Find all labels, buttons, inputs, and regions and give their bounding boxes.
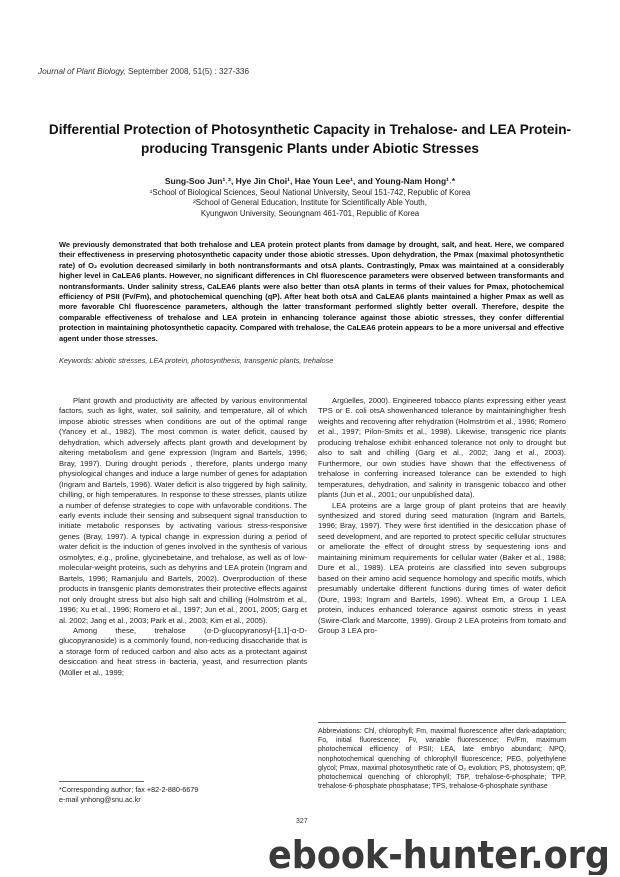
affiliation-3: Kyungwon University, Seoungnam 461-701, Republic of Korea (200, 208, 420, 218)
article-title: Differential Protection of Photosynthetic Capacity in Trehalose- and LEA Protein-producing Transgenic Plants under Abiotic Stresses (48, 122, 572, 156)
body-column-right (318, 396, 566, 636)
affiliation-2: ²School of General Education, Institute for Scientifically Able Youth, (193, 198, 427, 208)
body-paragraph: Among these, trehalose (α-D-glucopyranosyl-[1,1]-α-D-glucopyranoside) is a commonly found, non-reducing disaccharide that is a storage form of reduced carbon and also acts as a protectant against desiccation and heat stress in bacteria, yeast, and resurrection plants (Müller et al., 1999; (59, 625, 307, 677)
correspondence-footnote (59, 785, 307, 805)
body-paragraph: Plant growth and productivity are affected by various environmental factors, such as light, water, soil salinity, and temperature, all of which impose abiotic stresses when conditions are out of the optimal range (Yancey et al., 1982). The most common is water deficit, caused by dehydration, which adversely affects plant growth and development by altering metabolism and gene expression (Ingram and Bartels, 1996; Bray, 1997). During drought periods , therefore, plants undergo many physiological changes and induce a large number of genes for adaptation (Ingram and Bartels, 1996). Water deficit is also triggered by high salinity, chilling, or high temperatures. In response to these stresses, plants utilize a number of defense strategies to cope with unfavorable conditions. The early events include their sensing and subsequent signal transduction to initiate metabolic responses by activating various stress-responsive genes (Bray, 1997). A typical change in expression during a period of water deficit is the induction of genes involved in the synthesis of various osmolytes, e.g., proline, glycinebetaine, and trehalose, as well as of low-molecular-weight proteins, such as dehyrins and LEA protein (Ingram and Bartels, 1996; Ramanjulu and Bartels, 2002). Overproduction of these products in transgenic plants demonstrates their protective effects against not only drought stress but also high salt and chilling (Holmström et al., 1996; Xu et al., 1996; Romero et al., 1997; Jun et al., 2001, 2005; Garg et al. 2002; Jang et al., 2003; Park et al., 2003; Kim et al., 2005). (59, 396, 307, 625)
affiliations (40, 188, 580, 219)
author-list: Sung-Soo Jun¹˒², Hye Jin Choi¹, Hae Youn Lee¹, and Young-Nam Hong¹˒* (164, 176, 456, 186)
abstract: We previously demonstrated that both trehalose and LEA protein protect plants from damage by drought, salt, and heat. Here, we compared their effectiveness in preserving photosynthetic capacity under those abiotic stresses. Upon dehydration, the Pmax (maximal photosynthetic rate) of O₂ evolution decreased similarly in both nontransformants and otsA plants. Contrastingly, Pmax was maintained at a considerably higher level in CaLEA6 plants. However, no significant differences in Chl fluorescence parameters were observed between transformants and nontransformants. Under salinity stress, CaLEA6 plants were also better than otsA plants in terms of their values for Pmax, photochemical efficiency of PSII (Fv/Fm), and photochemical quenching (qP). After heat both otsA and CaLEA6 plants maintained a higher Pmax as well as more favorable Chl fluorescence parameters, although the latter transformant performed slightly better overall. Therefore, despite the comparable effectiveness of trehalose and LEA protein in enhancing tolerance against those abiotic stresses, they confer differential protection in maintaining photosynthetic capacity. Compared with trehalose, the CaLEA6 protein appears to be a more universal and effective agent under those stresses. (59, 240, 564, 343)
corresponding-author-email: e-mail ynhong@snu.ac.kr (59, 795, 141, 804)
footnote-divider (59, 781, 144, 782)
watermark-logo (268, 835, 613, 875)
abbreviations-divider (318, 722, 566, 723)
body-column-left (59, 396, 307, 678)
body-paragraph: LEA proteins are a large group of plant proteins that are heavily synthesized and stored during seed maturation (Ingram and Bartels, 1996; Bray, 1997). They were first identified in the desiccation phase of seed development, and are reported to protect specific cellular structures or ameliorate the effect of drought stress by sequestering ions and maintaining minimum requirements for cellular water (Baker et al., 1988; Dure et al., 1989). LEA proteins are classified into seven subgroups based on their amino acid sequence homology and specific motifs, which presumably undertake different functions during times of water deficit (Dure, 1993; Ingram and Bartels, 1996). Wheat Em, a Group 1 LEA protein, induces enhanced tolerance against osmotic stress in yeast (Swire-Clark and Marcotte, 1999). Group 2 LEA proteins from tomato and Group 3 LEA pro- (318, 500, 566, 635)
journal-issue: September 2008, 51(5) : 327-336 (125, 67, 250, 76)
journal-citation (38, 67, 249, 76)
abbreviations-footnote: Abbreviations: Chl, chlorophyll; Fm, maximal fluorescence after dark-adaptation; Fo, initial fluorescence; Fv, variable fluorescence; Fv/Fm, maximum photochemical efficiency of PSII; LEA, late embryo abundant; NPQ, nonphotochemical quenching of chlorophyll fluorescence; PEG, polyethylene glycol; Pmax, maximal photosynthetic rate of O₂ evolution; PS, photosystem; qP, photochemical quenching of chlorophyll; T6P, trehalose-6-phosphate; TPP, trehalose-6-phosphate phosphatase; TPS, trehalose-6-phosphate synthase (318, 728, 566, 791)
journal-name: Journal of Plant Biology, (38, 67, 126, 76)
body-paragraph: Argüelles, 2000). Engineered tobacco plants expressing either yeast TPS or E. coli otsA showenhanced tolerance by maintaininghigher fresh weights and recovering after rehydration (Holmström et al., 1996; Romero et al., 1997; Pilon-Smits et al., 1998). Likewise, transgenic rice plants producing trehalose exhibit enhanced tolerance not only to drought but also to salt and chilling (Garg et al., 2002; Jang et al., 2003). Furthermore, our own studies have shown that the effectiveness of trehalose in conferring increased tolerance can be extended to high temperatures, dehydration, and salinity in transgenic tobacco and other plants (Jun et al., 2001; our unpublished data). (318, 396, 566, 500)
affiliation-1: ¹School of Biological Sciences, Seoul National University, Seoul 151-742, Republic of Korea (149, 188, 471, 197)
page-number: 327 (296, 818, 308, 825)
keywords: Keywords: abiotic stresses, LEA protein, photosynthesis, transgenic plants, trehalose (59, 356, 334, 365)
watermark-text: ebook-hunter.org (268, 835, 610, 875)
corresponding-author-fax: *Corresponding author; fax +82-2-880-6679 (59, 785, 199, 794)
